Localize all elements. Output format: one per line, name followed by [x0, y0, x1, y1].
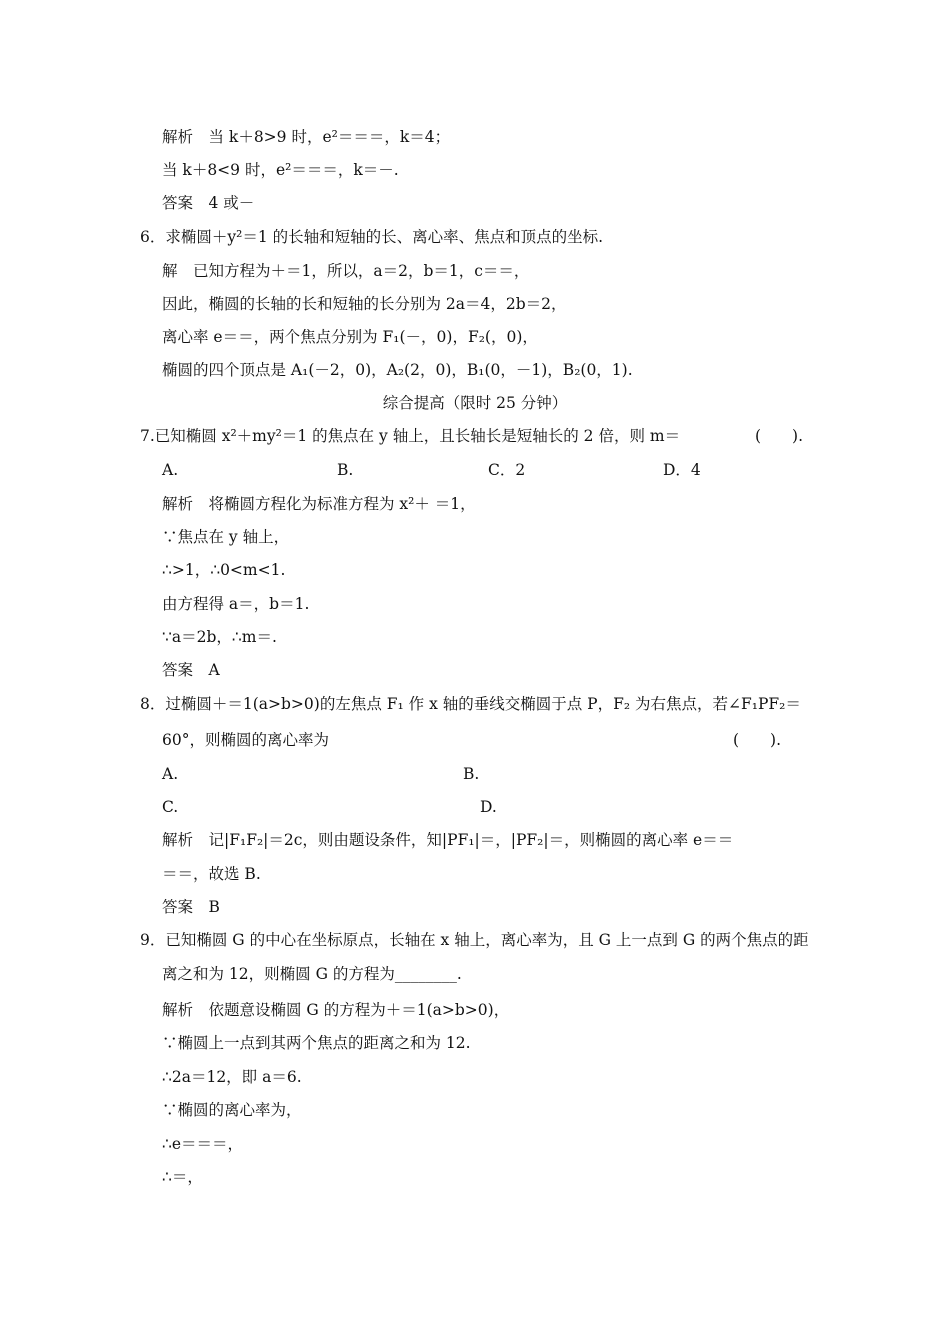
option-a: A. [162, 765, 179, 783]
text-line: 解析 将椭圆方程化为标准方程为 x²＋ ＝1， [162, 495, 476, 513]
question-8: 8．过椭圆＋＝1(a>b>0)的左焦点 F₁ 作 x 轴的垂线交椭圆于点 P，F₂ 为右焦点，若∠F₁PF₂＝ [140, 695, 801, 713]
option-b: B. [337, 461, 354, 479]
option-d: D．4 [663, 461, 701, 479]
text-line: 解析 记|F₁F₂|＝2c，则由题设条件，知|PF₁|＝，|PF₂|＝，则椭圆的离心率 e＝＝ [162, 831, 734, 849]
answer-line: 答案 4 或－ [162, 194, 255, 212]
text-line: ∵焦点在 y 轴上， [162, 528, 290, 546]
text-line: 60°，则椭圆的离心率为 [162, 731, 329, 749]
text-line: 因此，椭圆的长轴的长和短轴的长分别为 2a＝4，2b＝2， [162, 295, 567, 313]
text-line: 离心率 e＝＝，两个焦点分别为 F₁(－，0)，F₂(，0)， [162, 328, 538, 346]
text-line: 解析 依题意设椭圆 G 的方程为＋＝1(a>b>0)， [162, 1001, 510, 1019]
text-line: ＝＝，故选 B. [162, 865, 261, 883]
answer-line: 答案 A [162, 661, 220, 679]
text-line: 离之和为 12，则椭圆 G 的方程为________. [162, 965, 462, 983]
text-line: 椭圆的四个顶点是 A₁(－2，0)，A₂(2，0)，B₁(0，－1)，B₂(0，1). [162, 361, 633, 379]
answer-line: 答案 B [162, 898, 220, 916]
answer-paren: ( ). [755, 427, 804, 445]
option-c: C．2 [488, 461, 526, 479]
option-a: A. [162, 461, 179, 479]
text-line: ∵a＝2b，∴m＝. [162, 628, 277, 646]
text-line: 由方程得 a＝，b＝1. [162, 595, 310, 613]
text-line: ∴e＝＝＝， [162, 1135, 244, 1153]
question-9: 9．已知椭圆 G 的中心在坐标原点，长轴在 x 轴上，离心率为，且 G 上一点到 G 的两个焦点的距 [140, 931, 809, 949]
option-d: D. [480, 798, 497, 816]
option-c: C. [162, 798, 179, 816]
text-line: ∴>1，∴0<m<1. [162, 561, 286, 579]
text-line: ∵椭圆的离心率为， [162, 1101, 302, 1119]
option-b: B. [463, 765, 480, 783]
text-line: ∴＝， [162, 1168, 203, 1186]
text-line: 当 k＋8<9 时，e²＝＝＝，k＝－. [162, 161, 399, 179]
text-line: 解 已知方程为＋＝1，所以，a＝2，b＝1，c＝＝， [162, 262, 530, 280]
text-line: 解析 当 k＋8>9 时，e²＝＝＝，k＝4； [162, 128, 451, 146]
question-7: 7.已知椭圆 x²＋my²＝1 的焦点在 y 轴上，且长轴长是短轴长的 2 倍，则 m＝ [140, 427, 681, 445]
section-heading: 综合提高（限时 25 分钟） [382, 394, 568, 412]
question-6: 6．求椭圆＋y²＝1 的长轴和短轴的长、离心率、焦点和顶点的坐标. [140, 228, 604, 246]
answer-paren: ( ). [733, 731, 782, 749]
text-line: ∵椭圆上一点到其两个焦点的距离之和为 12. [162, 1034, 471, 1052]
text-line: ∴2a＝12，即 a＝6. [162, 1068, 302, 1086]
